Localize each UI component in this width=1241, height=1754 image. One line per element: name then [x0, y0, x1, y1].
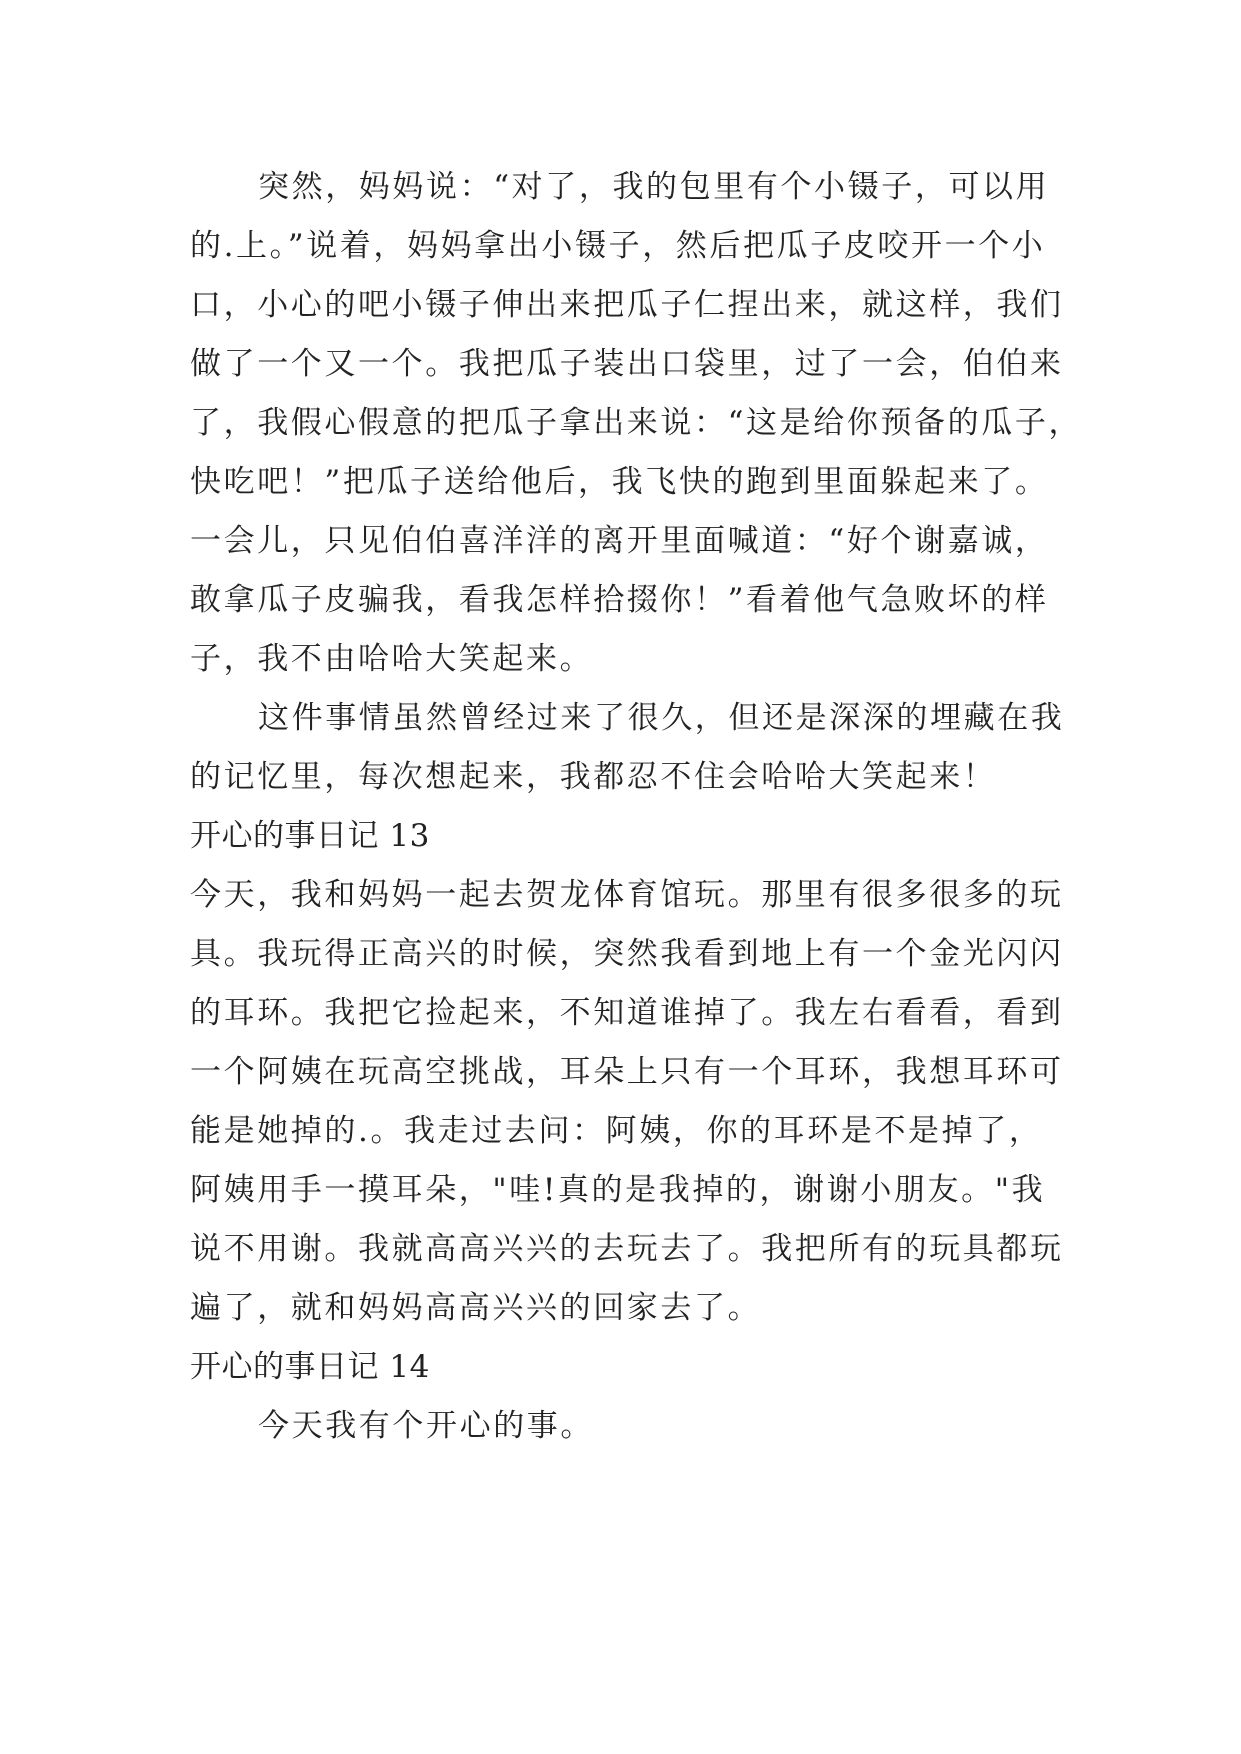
text-line: 一个阿姨在玩高空挑战，耳朵上只有一个耳环，我想耳环可 — [190, 1054, 1064, 1090]
text-line: 子，我不由哈哈大笑起来。 — [190, 641, 594, 677]
paragraph-diary-14 — [190, 1397, 1058, 1456]
section-title-diary-14: 开心的事日记 14 — [190, 1349, 430, 1385]
paragraph-story-continuation — [190, 158, 1083, 689]
text-line: 具。我玩得正高兴的时候，突然我看到地上有一个金光闪闪 — [190, 936, 1064, 972]
paragraph-story-ending — [190, 689, 1065, 807]
text-line: 遍了，就和妈妈高高兴兴的回家去了。 — [190, 1290, 762, 1326]
text-line: 的.上。”说着，妈妈拿出小镊子，然后把瓜子皮咬开一个小 — [190, 228, 1046, 264]
text-line: 了，我假心假意的把瓜子拿出来说：“这是给你预备的瓜子， — [190, 405, 1083, 441]
text-line: 敢拿瓜子皮骗我，看我怎样拾掇你！”看着他气急败坏的样 — [190, 582, 1049, 618]
text-line: 快吃吧！”把瓜子送给他后，我飞快的跑到里面躲起来了。 — [190, 464, 1049, 500]
text-line: 今天，我和妈妈一起去贺龙体育馆玩。那里有很多很多的玩 — [190, 877, 1064, 913]
section-title-diary-13: 开心的事日记 13 — [190, 818, 430, 854]
text-line: 的记忆里，每次想起来，我都忍不住会哈哈大笑起来！ — [190, 759, 997, 795]
text-line: 做了一个又一个。我把瓜子装出口袋里，过了一会，伯伯来 — [190, 346, 1064, 382]
text-line: 一会儿，只见伯伯喜洋洋的离开里面喊道：“好个谢嘉诚， — [190, 523, 1049, 559]
text-line: 今天我有个开心的事。 — [258, 1408, 594, 1444]
text-line: 的耳环。我把它捡起来，不知道谁掉了。我左右看看，看到 — [190, 995, 1064, 1031]
text-line: 这件事情虽然曾经过来了很久，但还是深深的埋藏在我 — [258, 700, 1065, 736]
paragraph-diary-13 — [190, 866, 1064, 1338]
text-line: 突然，妈妈说：“对了，我的包里有个小镊子，可以用 — [258, 169, 1050, 205]
text-line: 口，小心的吧小镊子伸出来把瓜子仁捏出来，就这样，我们 — [190, 287, 1064, 323]
text-line: 能是她掉的.。我走过去问：阿姨，你的耳环是不是掉了， — [190, 1113, 1043, 1149]
text-line: 阿姨用手一摸耳朵，"哇!真的是我掉的，谢谢小朋友。"我 — [190, 1172, 1046, 1208]
document-page — [190, 158, 1083, 1456]
text-line: 说不用谢。我就高高兴兴的去玩去了。我把所有的玩具都玩 — [190, 1231, 1064, 1267]
